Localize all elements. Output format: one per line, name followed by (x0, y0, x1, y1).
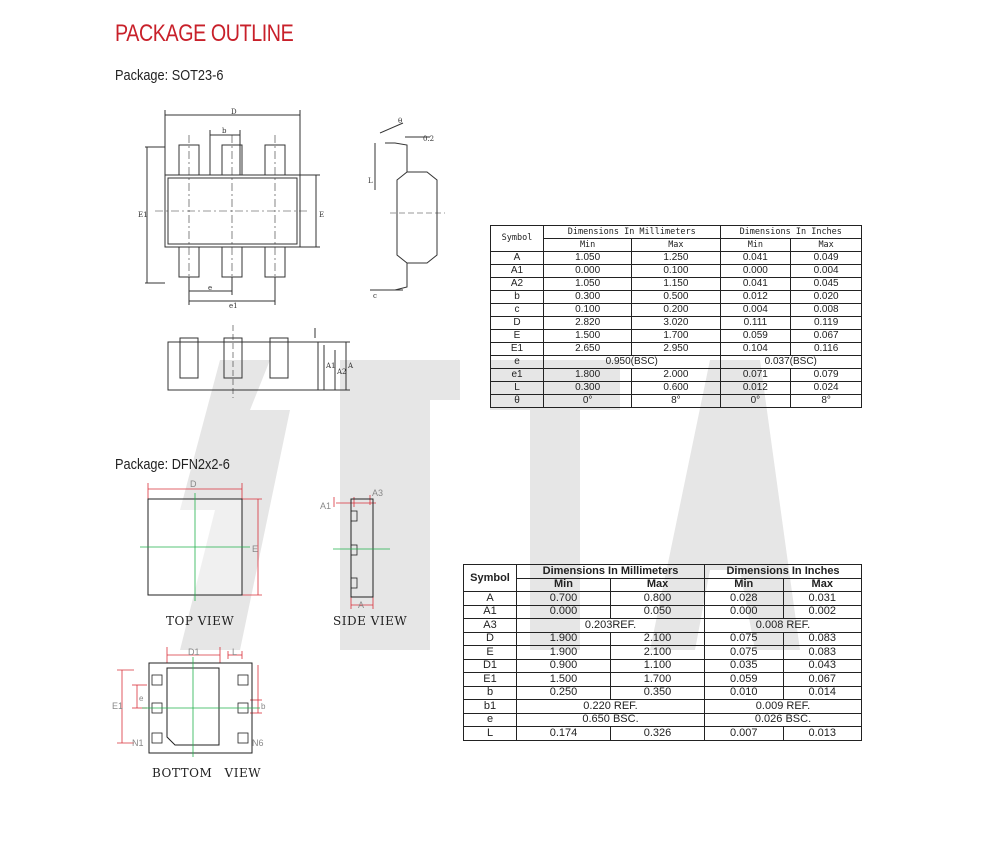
dim-label-c: c (373, 292, 377, 300)
dfn-top-view (140, 475, 270, 605)
table-row (464, 659, 862, 673)
mm-max-header: Max (611, 578, 705, 592)
dfn-side-view (318, 485, 398, 615)
value-cell: 0.079 (791, 369, 862, 382)
value-cell: 0.059 (705, 673, 783, 687)
dim-label-0-2: 0.2 (423, 135, 435, 143)
symbol-cell: A3 (464, 619, 517, 633)
value-cell: 0.083 (783, 646, 862, 660)
value-cell: 1.900 (517, 632, 611, 646)
value-cell: 1.700 (611, 673, 705, 687)
value-cell: 0.300 (544, 382, 632, 395)
value-cell: 0.041 (720, 278, 791, 291)
value-cell: 0.067 (783, 673, 862, 687)
value-cell: 0.008 REF. (705, 619, 862, 633)
value-cell: 0.104 (720, 343, 791, 356)
value-cell: 0.067 (791, 330, 862, 343)
table-row (464, 673, 862, 687)
value-cell: 0.004 (791, 265, 862, 278)
value-cell: 3.020 (632, 317, 720, 330)
pin-label-n6: N6 (252, 738, 264, 748)
value-cell: 0.800 (611, 592, 705, 606)
value-cell: 0.037(BSC) (720, 356, 862, 369)
value-cell: 2.950 (632, 343, 720, 356)
symbol-cell: c (491, 304, 544, 317)
mm-max-header: Max (632, 239, 720, 252)
value-cell: 0.174 (517, 727, 611, 741)
value-cell: 0.043 (783, 659, 862, 673)
table-row (491, 304, 862, 317)
symbol-cell: e1 (491, 369, 544, 382)
table-row (464, 605, 862, 619)
dim-label-e: e (139, 694, 144, 703)
table-row (464, 727, 862, 741)
table-row (491, 382, 862, 395)
dim-label-A: A (348, 362, 354, 370)
value-cell: 0.700 (517, 592, 611, 606)
value-cell: 1.500 (517, 673, 611, 687)
value-cell: 2.100 (611, 632, 705, 646)
value-cell: 2.100 (611, 646, 705, 660)
table-row (491, 330, 862, 343)
value-cell: 0.075 (705, 646, 783, 660)
value-cell: 0.049 (791, 252, 862, 265)
symbol-cell: θ (491, 395, 544, 408)
value-cell: 0.000 (720, 265, 791, 278)
value-cell: 0.650 BSC. (517, 713, 705, 727)
value-cell: 0.004 (720, 304, 791, 317)
dim-label-L: L (368, 177, 373, 185)
dim-label-A2: A2 (337, 368, 347, 376)
dim-label-A1: A1 (320, 501, 332, 511)
symbol-cell: E1 (464, 673, 517, 687)
dim-label-A1: A1 (326, 362, 336, 370)
mm-header: Dimensions In Millimeters (517, 565, 705, 579)
value-cell: 2.650 (544, 343, 632, 356)
table-row (491, 291, 862, 304)
symbol-cell: D (491, 317, 544, 330)
value-cell: 0.031 (783, 592, 862, 606)
dfn-bottom-view (112, 645, 272, 760)
table-row (491, 343, 862, 356)
sot23-6-side-view (365, 115, 465, 310)
value-cell: 1.500 (544, 330, 632, 343)
value-cell: 8° (791, 395, 862, 408)
mm-header: Dimensions In Millimeters (544, 226, 721, 239)
table-row (464, 686, 862, 700)
symbol-cell: D1 (464, 659, 517, 673)
inch-header: Dimensions In Inches (720, 226, 862, 239)
value-cell: 0.024 (791, 382, 862, 395)
dim-label-b: b (222, 127, 227, 135)
value-cell: 0.009 REF. (705, 700, 862, 714)
value-cell: 0.350 (611, 686, 705, 700)
value-cell: 0.100 (632, 265, 720, 278)
symbol-cell: E1 (491, 343, 544, 356)
bottom-view-label: BOTTOM VIEW (152, 766, 262, 780)
value-cell: 0.250 (517, 686, 611, 700)
value-cell: 0.119 (791, 317, 862, 330)
value-cell: 0.000 (544, 265, 632, 278)
table-row (491, 317, 862, 330)
sot23-6-top-view (135, 105, 335, 315)
value-cell: 1.100 (611, 659, 705, 673)
value-cell: 0.026 BSC. (705, 713, 862, 727)
inch-header: Dimensions In Inches (705, 565, 862, 579)
dim-label-E1: E1 (138, 211, 148, 219)
value-cell: 0° (720, 395, 791, 408)
value-cell: 0.041 (720, 252, 791, 265)
symbol-header: Symbol (464, 565, 517, 592)
value-cell: 0.012 (720, 382, 791, 395)
sot23-6-subtitle: Package: SOT23-6 (115, 67, 224, 84)
dim-label-E: E (319, 211, 325, 219)
value-cell: 0.020 (791, 291, 862, 304)
value-cell: 0.100 (544, 304, 632, 317)
symbol-cell: b1 (464, 700, 517, 714)
table-row (464, 700, 862, 714)
symbol-cell: E (491, 330, 544, 343)
top-view-label: TOP VIEW (166, 614, 235, 628)
table-row (491, 252, 862, 265)
in-max-header: Max (783, 578, 862, 592)
value-cell: 0.600 (632, 382, 720, 395)
symbol-cell: L (464, 727, 517, 741)
mm-min-header: Min (517, 578, 611, 592)
pin-label-n1: N1 (132, 738, 144, 748)
value-cell: 0.050 (611, 605, 705, 619)
value-cell: 0.059 (720, 330, 791, 343)
table-row (491, 278, 862, 291)
value-cell: 8° (632, 395, 720, 408)
symbol-cell: b (464, 686, 517, 700)
value-cell: 0.111 (720, 317, 791, 330)
sot23-6-front-view (160, 320, 360, 400)
table-row (464, 632, 862, 646)
side-view-label: SIDE VIEW (333, 614, 408, 628)
table-row (464, 619, 862, 633)
symbol-cell: e (464, 713, 517, 727)
dfn2x2-6-subtitle: Package: DFN2x2-6 (115, 456, 230, 473)
value-cell: 0.035 (705, 659, 783, 673)
value-cell: 1.700 (632, 330, 720, 343)
dim-label-D1: D1 (188, 647, 200, 657)
value-cell: 0.075 (705, 632, 783, 646)
value-cell: 0.013 (783, 727, 862, 741)
table-row (491, 395, 862, 408)
value-cell: 0.012 (720, 291, 791, 304)
value-cell: 0.000 (705, 605, 783, 619)
value-cell: 1.050 (544, 278, 632, 291)
dim-label-D: D (190, 479, 197, 489)
in-min-header: Min (720, 239, 791, 252)
value-cell: 0.002 (783, 605, 862, 619)
value-cell: 0.300 (544, 291, 632, 304)
symbol-cell: L (491, 382, 544, 395)
value-cell: 0.045 (791, 278, 862, 291)
symbol-cell: A2 (491, 278, 544, 291)
value-cell: 0.200 (632, 304, 720, 317)
value-cell: 0.900 (517, 659, 611, 673)
value-cell: 0.203REF. (517, 619, 705, 633)
value-cell: 0.010 (705, 686, 783, 700)
value-cell: 0.500 (632, 291, 720, 304)
dim-label-D: D (231, 108, 237, 116)
value-cell: 1.050 (544, 252, 632, 265)
symbol-cell: A (491, 252, 544, 265)
value-cell: 0.007 (705, 727, 783, 741)
table-row (491, 356, 862, 369)
value-cell: 0.220 REF. (517, 700, 705, 714)
dim-label-E1: E1 (112, 701, 124, 711)
value-cell: 0.071 (720, 369, 791, 382)
symbol-cell: E (464, 646, 517, 660)
dim-label-A3: A3 (372, 488, 384, 498)
value-cell: 0.116 (791, 343, 862, 356)
value-cell: 1.800 (544, 369, 632, 382)
value-cell: 0.000 (517, 605, 611, 619)
sot23-6-dimension-table (490, 225, 862, 408)
dfn2x2-6-dimension-table (463, 564, 862, 741)
value-cell: 0.950(BSC) (544, 356, 721, 369)
value-cell: 0° (544, 395, 632, 408)
table-row (464, 646, 862, 660)
in-min-header: Min (705, 578, 783, 592)
symbol-cell: A1 (491, 265, 544, 278)
page-title: PACKAGE OUTLINE (115, 20, 294, 47)
dim-label-E: E (252, 544, 259, 554)
table-row (491, 369, 862, 382)
value-cell: 0.083 (783, 632, 862, 646)
symbol-cell: D (464, 632, 517, 646)
value-cell: 1.150 (632, 278, 720, 291)
value-cell: 1.900 (517, 646, 611, 660)
symbol-cell: A (464, 592, 517, 606)
value-cell: 0.326 (611, 727, 705, 741)
dim-label-theta: θ (398, 117, 403, 125)
symbol-header: Symbol (491, 226, 544, 252)
value-cell: 2.820 (544, 317, 632, 330)
in-max-header: Max (791, 239, 862, 252)
dim-label-e: e (208, 284, 213, 292)
symbol-cell: e (491, 356, 544, 369)
table-row (491, 265, 862, 278)
table-row (464, 592, 862, 606)
table-row (464, 713, 862, 727)
dim-label-e1: e1 (229, 302, 238, 310)
dim-label-L: L (232, 647, 238, 657)
value-cell: 2.000 (632, 369, 720, 382)
value-cell: 0.014 (783, 686, 862, 700)
value-cell: 0.028 (705, 592, 783, 606)
dim-label-b: b (261, 702, 266, 711)
symbol-cell: A1 (464, 605, 517, 619)
symbol-cell: b (491, 291, 544, 304)
value-cell: 1.250 (632, 252, 720, 265)
dim-label-A: A (358, 600, 365, 610)
mm-min-header: Min (544, 239, 632, 252)
value-cell: 0.008 (791, 304, 862, 317)
